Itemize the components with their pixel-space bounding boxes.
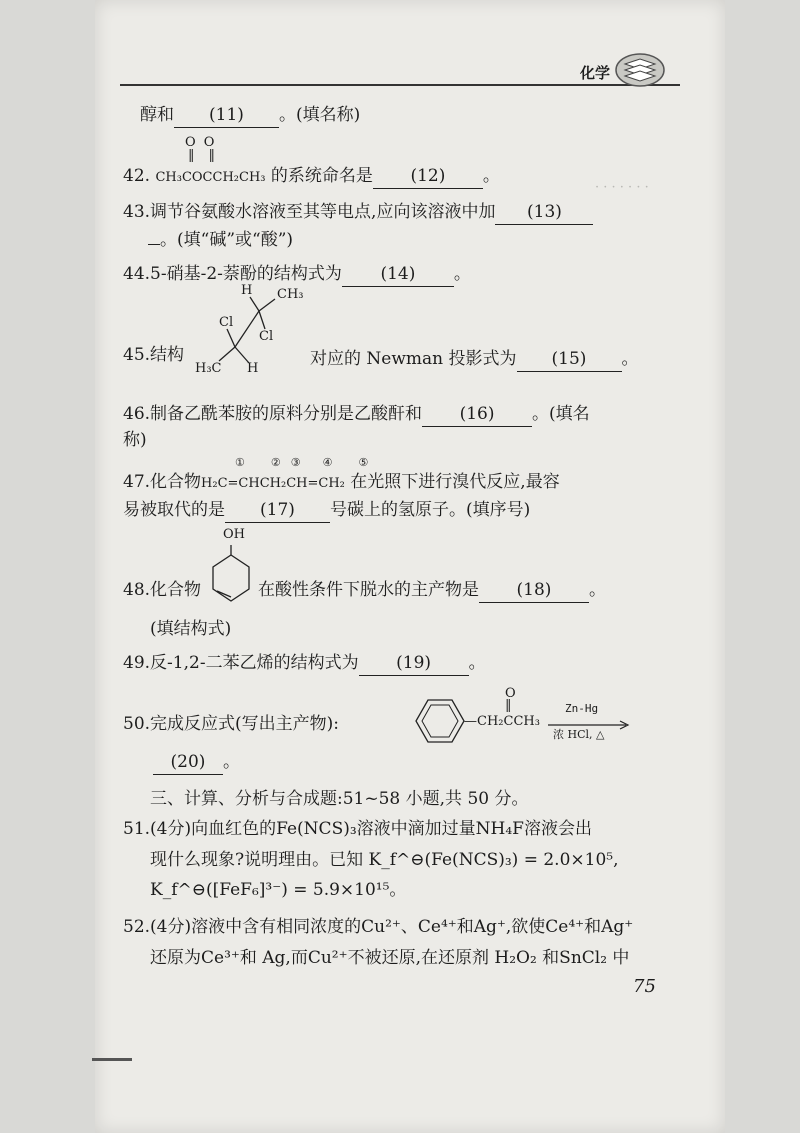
q43-text: 调节谷氨酸水溶液至其等电点,应向该溶液中加 bbox=[150, 202, 496, 222]
q44-text: 5-硝基-2-萘酚的结构式为 bbox=[150, 264, 342, 284]
q43-number: 43. bbox=[123, 202, 151, 222]
q47-line2 bbox=[123, 498, 530, 523]
q45-number: 45. bbox=[123, 345, 151, 365]
q51-text-1: (4分)向血红色的Fe(NCS)₃溶液中滴加过量NH₄F溶液会出 bbox=[150, 819, 592, 839]
q50-substituent-formula: CH₂CCH₃ bbox=[477, 714, 540, 729]
q42-line bbox=[123, 164, 500, 190]
q47-text: 在光照下进行溴代反应,最容 bbox=[350, 472, 560, 492]
book-logo-icon bbox=[615, 52, 665, 92]
q42-number: 42. bbox=[123, 166, 151, 186]
q49-line bbox=[123, 651, 486, 676]
q46-blank: (16) bbox=[422, 402, 532, 427]
q45-atom-h-top: H bbox=[241, 283, 253, 298]
q41-prefix: 醇和 bbox=[140, 105, 174, 125]
q49-suffix: 。 bbox=[468, 653, 486, 673]
q50-reagent-top: Zn-Hg bbox=[565, 702, 599, 715]
q50-carbonyl-o: O bbox=[505, 686, 516, 701]
q45-atom-h3c: H₃C bbox=[195, 361, 222, 376]
page-number: 75 bbox=[633, 976, 656, 997]
q48-line2: (填结构式) bbox=[150, 619, 232, 639]
q45-sawhorse-structure bbox=[195, 285, 315, 380]
q41-suffix: 。(填名称) bbox=[279, 105, 361, 125]
q52-line1 bbox=[123, 915, 633, 939]
q41-line bbox=[140, 103, 360, 128]
q43-line1 bbox=[123, 200, 593, 225]
q47-marker-4: ④ bbox=[322, 456, 333, 469]
q45-atom-cl-right: Cl bbox=[259, 329, 274, 344]
q51-text-3: K_f^⊖([FeF₆]³⁻) = 5.9×10¹⁵。 bbox=[150, 880, 407, 900]
q41-blank: (11) bbox=[174, 103, 279, 128]
q48-line1-end bbox=[258, 578, 606, 603]
bleed-through-text: · · · · · · · bbox=[595, 180, 649, 195]
q44-blank: (14) bbox=[342, 262, 454, 287]
section3-title: 三、计算、分析与合成题:51~58 小题,共 50 分。 bbox=[150, 789, 529, 809]
header-rule bbox=[120, 84, 680, 86]
q48-blank: (18) bbox=[479, 578, 589, 603]
q51-number: 51. bbox=[123, 819, 151, 839]
q43-blank: (13) bbox=[495, 200, 593, 225]
q50-suffix: 。 bbox=[223, 752, 240, 772]
q45-atom-cl-left: Cl bbox=[219, 315, 234, 330]
q47-number: 47. bbox=[123, 472, 151, 492]
q42-carbonyl-oxygens: O O bbox=[185, 135, 217, 150]
q52-text-2: 还原为Ce³⁺和 Ag,而Cu²⁺不被还原,在还原剂 H₂O₂ 和SnCl₂ 中 bbox=[150, 948, 630, 968]
q43-hint: 。(填“碱”或“酸”) bbox=[160, 230, 294, 250]
q52-text-1: (4分)溶液中含有相同浓度的Cu²⁺、Ce⁴⁺和Ag⁺,欲使Ce⁴⁺和Ag⁺ bbox=[150, 917, 634, 937]
q50-number: 50. bbox=[123, 714, 151, 734]
q46-line2: 称) bbox=[123, 430, 147, 450]
q45-atom-ch3-top: CH₃ bbox=[277, 287, 304, 302]
q48-cyclohexenol-ring bbox=[201, 545, 251, 619]
q47-carbon-markers bbox=[235, 456, 368, 469]
q47-prefix: 化合物 bbox=[150, 472, 202, 492]
q47-line2-prefix: 易被取代的是 bbox=[123, 500, 225, 520]
q45-label: 结构 bbox=[150, 345, 185, 365]
q47-blank: (17) bbox=[225, 498, 330, 523]
book-page bbox=[95, 0, 725, 1133]
q43-line2 bbox=[148, 228, 293, 252]
q49-text: 反-1,2-二苯乙烯的结构式为 bbox=[150, 653, 359, 673]
q50-line bbox=[123, 712, 339, 736]
q50-double-bond-mark: ‖ bbox=[505, 698, 512, 713]
q47-formula: H₂C=CHCH₂CH=CH₂ bbox=[201, 476, 345, 491]
q48-oh-label: OH bbox=[223, 527, 245, 542]
q46-text: 制备乙酰苯胺的原料分别是乙酸酐和 bbox=[150, 404, 423, 424]
q52-number: 52. bbox=[123, 917, 151, 937]
q51-line1 bbox=[123, 817, 592, 841]
q50-blank: (20) bbox=[153, 750, 223, 775]
q42-formula: CH₃COCCH₂CH₃ bbox=[155, 170, 266, 185]
q45-line-end bbox=[310, 347, 639, 372]
q48-line1-start bbox=[123, 578, 201, 602]
q49-number: 49. bbox=[123, 653, 151, 673]
q50-text: 完成反应式(写出主产物): bbox=[150, 714, 340, 734]
scan-edge-mark bbox=[92, 1058, 132, 1061]
q46-line1 bbox=[123, 402, 590, 427]
q47-line2-suffix: 号碳上的氢原子。(填序号) bbox=[330, 500, 531, 520]
q45-blank: (15) bbox=[517, 347, 622, 372]
q42-suffix: 。 bbox=[482, 166, 500, 186]
q50-substituent bbox=[464, 714, 540, 729]
q42-blank: (12) bbox=[373, 164, 483, 189]
subject-label: 化学 bbox=[580, 64, 611, 82]
q47-line1 bbox=[123, 470, 560, 496]
q45-atom-h-bottom: H bbox=[247, 361, 259, 376]
q42-text: 的系统命名是 bbox=[270, 166, 373, 186]
q50-answer-line bbox=[153, 750, 240, 775]
q47-marker-3: ③ bbox=[290, 456, 301, 469]
q43-blank-tail bbox=[148, 244, 160, 245]
q47-marker-1: ① bbox=[235, 456, 245, 469]
q44-number: 44. bbox=[123, 264, 151, 284]
q45-line-start bbox=[123, 343, 184, 367]
q48-prefix: 化合物 bbox=[150, 580, 202, 600]
q45-suffix: 。 bbox=[621, 349, 639, 369]
q48-text: 在酸性条件下脱水的主产物是 bbox=[258, 580, 479, 600]
q44-suffix: 。 bbox=[453, 264, 471, 284]
q50-benzene-ring bbox=[415, 698, 465, 748]
q50-bond-dash: — bbox=[464, 714, 477, 729]
q45-text: 对应的 Newman 投影式为 bbox=[310, 349, 517, 369]
q47-marker-5: ⑤ bbox=[358, 456, 369, 469]
q48-suffix: 。 bbox=[589, 580, 606, 600]
q44-line bbox=[123, 262, 471, 287]
q49-blank: (19) bbox=[359, 651, 469, 676]
q47-marker-2: ② bbox=[270, 456, 281, 469]
q50-reagent-bottom: 浓 HCl, △ bbox=[553, 728, 605, 741]
q46-number: 46. bbox=[123, 404, 151, 424]
q48-number: 48. bbox=[123, 580, 151, 600]
q42-double-bond-marks: ‖‖ bbox=[188, 148, 229, 163]
q46-suffix: 。(填名 bbox=[532, 404, 590, 424]
q51-text-2: 现什么现象?说明理由。已知 K_f^⊖(Fe(NCS)₃) = 2.0×10⁵, bbox=[150, 850, 619, 870]
